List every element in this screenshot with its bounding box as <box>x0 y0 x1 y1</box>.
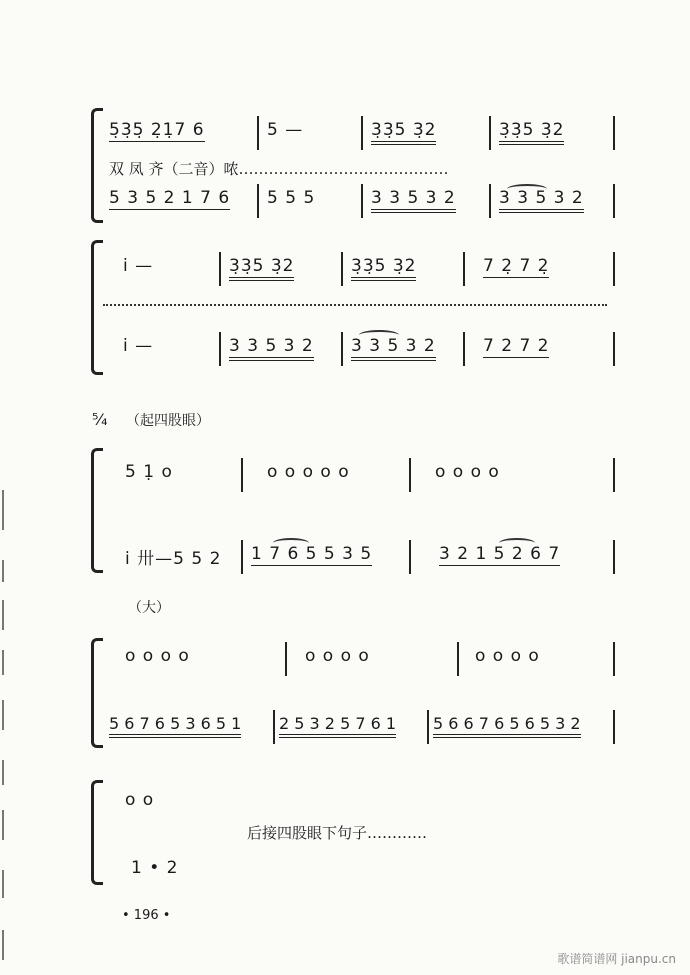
bottom-staff <box>109 540 615 576</box>
measure-2: 5 5 5 <box>267 188 316 208</box>
measure-1: 5 1̣ o <box>125 462 173 482</box>
barline <box>219 332 221 366</box>
margin-mark <box>2 600 4 630</box>
barline <box>613 540 615 574</box>
barline <box>361 116 363 150</box>
measure-2: 3̣3̣5 3̣2 <box>229 256 294 281</box>
barline <box>273 710 275 744</box>
measure-2: 5 — <box>267 120 304 140</box>
measure-4: 7 2̣ 7 2̣ <box>483 256 550 276</box>
barline <box>285 642 287 676</box>
system-brace <box>91 780 103 885</box>
measure-4: 3̣3̣5 3̣2 <box>499 120 564 145</box>
score-system-4 <box>95 638 615 748</box>
system-brace <box>91 240 103 375</box>
bottom-staff <box>109 854 309 890</box>
measure-2: o o o o o <box>267 462 350 482</box>
measure-2: o o o o <box>305 646 370 666</box>
measure-1: o o <box>125 790 155 810</box>
top-staff <box>109 458 615 494</box>
measure-2: 1 7 6 5 5 3 5 <box>251 544 373 564</box>
barline <box>219 252 221 286</box>
barline <box>341 252 343 286</box>
score-system-3 <box>95 448 615 573</box>
dotted-separator <box>103 304 607 306</box>
barline <box>489 116 491 150</box>
section-label: （大） <box>128 600 170 616</box>
margin-mark <box>2 560 4 582</box>
continuation-note: 后接四股眼下句子………… <box>247 824 428 842</box>
measure-3: 5 6 6 7 6 5 6 5 3 2 <box>433 714 581 738</box>
margin-mark <box>2 700 4 730</box>
margin-mark <box>2 490 4 530</box>
measure-1: i — <box>123 256 154 276</box>
barline <box>257 184 259 218</box>
barline <box>613 116 615 150</box>
margin-mark <box>2 810 4 840</box>
barline <box>409 540 411 574</box>
barline <box>257 116 259 150</box>
bottom-staff <box>109 710 615 746</box>
margin-mark <box>2 870 4 898</box>
bottom-staff <box>109 332 615 368</box>
page-number: • 196 • <box>122 908 171 923</box>
measure-3: o o o o <box>475 646 540 666</box>
measure-3: 3 2 1 5 2 6 7 <box>439 544 561 564</box>
lyrics-line: 双 凤 齐（二音）哝…………………………………… <box>109 160 449 178</box>
margin-mark <box>2 930 4 960</box>
barline <box>361 184 363 218</box>
margin-mark <box>2 760 4 785</box>
margin-mark <box>2 650 4 675</box>
measure-1: o o o o <box>125 646 190 666</box>
measure-1: i — <box>123 336 154 356</box>
barline <box>463 332 465 366</box>
barline <box>613 252 615 286</box>
barline <box>427 710 429 744</box>
measure-3: 3̣3̣5 3̣2 <box>371 120 436 145</box>
barline <box>613 184 615 218</box>
top-staff <box>109 642 615 678</box>
measure-4: 7 2 7 2 <box>483 336 550 356</box>
barline <box>613 642 615 676</box>
bottom-staff <box>109 184 615 220</box>
system-brace <box>91 448 103 573</box>
measure-4: 3 3 5 3 2 <box>499 188 584 213</box>
barline <box>457 642 459 676</box>
top-staff <box>109 786 309 822</box>
barline <box>613 710 615 744</box>
barline <box>489 184 491 218</box>
measure-1: 5 6 7 6 5 3 6 5 1 <box>109 714 241 738</box>
barline <box>409 458 411 492</box>
barline <box>463 252 465 286</box>
system-brace <box>91 638 103 748</box>
barline <box>613 332 615 366</box>
time-signature: ⁵⁄₄ <box>92 410 108 429</box>
measure-1: 5 3 5 2 1 7 6 <box>109 188 231 208</box>
score-system-5 <box>95 780 615 885</box>
measure-1: 5̣3̣5̣ 2̣1̣7 6 <box>109 120 205 140</box>
measure-2: 3 3 5 3 2 <box>229 336 314 361</box>
measure-3: 3 3 5 3 2 <box>351 336 436 361</box>
barline <box>613 458 615 492</box>
section-label: （起四股眼） <box>126 413 210 429</box>
measure-3: o o o o <box>435 462 500 482</box>
measure-1: i̇ 卅—5 5 2 <box>125 549 222 569</box>
top-staff <box>109 252 615 288</box>
measure-3: 3 3 5 3 2 <box>371 188 456 213</box>
measure-3: 3̣3̣5 3̣2 <box>351 256 416 281</box>
score-system-1 <box>95 108 615 223</box>
barline <box>341 332 343 366</box>
system-brace <box>91 108 103 223</box>
measure-2: 2 5 3 2 5 7 6 1 <box>279 714 396 738</box>
measure-1: 1 • 2 <box>131 858 179 878</box>
barline <box>241 540 243 574</box>
top-staff <box>109 116 615 152</box>
site-watermark: 歌谱简谱网 jianpu.cn <box>557 952 676 966</box>
score-system-2 <box>95 240 615 375</box>
barline <box>241 458 243 492</box>
